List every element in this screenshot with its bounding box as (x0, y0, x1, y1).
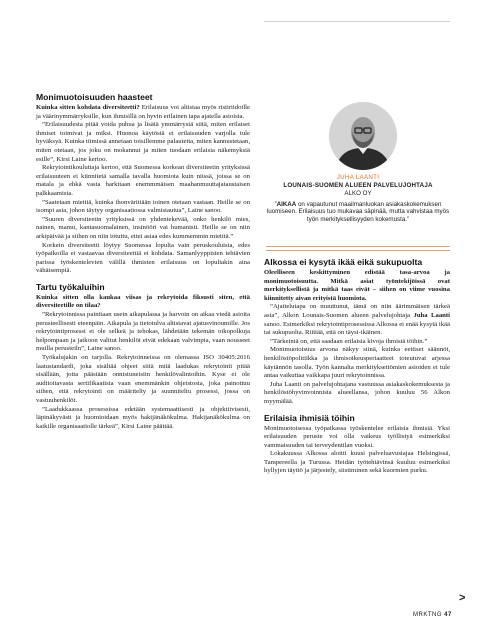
lead-paragraph: Kuinka sitten olla kaukaa viisas ja rekrytoida fiksusti siten, että diversiteetille on tilaa? (36, 293, 250, 310)
continue-arrow-icon: > (459, 592, 466, 604)
quote-text (266, 201, 450, 223)
quote-open-mark: ” (274, 201, 277, 208)
section-heading: Alkossa ei kysytä ikää eikä sukupuolta (264, 257, 423, 267)
paragraph: ”Laadukkaassa prosessissa edetään systemaattisesti ja objektiivisesti, läpinäkyvästi ja huomioidaan myös hakijänäkökulma. Hakijanäkökulma on kaikille organisaatiolle tärkeä”, Kirsi Laine päättää. (36, 405, 250, 430)
paragraph-text: ”Ajattelutapa on muuttunut, tämä on niin äärimmäisen tärkeä asia”, Alkon Lounais-Suomen alueen palvelujohtaja (264, 303, 450, 319)
paragraph: ”Suuren diversiteetin yrityksissä on yhdentekevää, onko henkilö mies, nainen, mamu, kantasuomalainen, insinööri vai humanisti. Heille se on niin arkipäivää ja siihen on niin totuttu, ettei asiaa edes kummemmin mietitä.” (36, 215, 250, 240)
paragraph: Monimuotoisuus arvona näkyy siinä, kuinka eettiset säännöt, henkilöstöpolitiikka ja ihmisoikeusperiaatteet toteutuvat arjessa käytännön tasolla. Työn kannalta merkityksettömien asioiden ei tule antaa vaikuttaa vaikkapa juuri rekrytoinnissa. (264, 346, 450, 380)
section-heading: Erilaisia ihmisiä töihin (264, 412, 355, 423)
right-column (264, 257, 450, 476)
paragraph: Juha Laanti on palvelujohtajana vastuussa asiakaskokemuksesta ja henkilöstöhyvinvoinnista alueellansa, johon kuuluu 56 Alkon myymälää. (264, 380, 450, 405)
left-column (36, 92, 250, 431)
lead-in: Kuinka sitten kohdata diversiteetti? (36, 104, 140, 111)
quote-person-role: LOUNAIS-SUOMEN ALUEEN PALVELUJOHTAJA (283, 182, 433, 189)
paragraph: Monimuotoisessa työpaikassa työskentelee erilaisia ihmisiä. Yksi erilaisuuden peruste voi olla vaikeus työllistyä esimerkiksi vammaisuuden tai terveydentilan vuoksi. (264, 424, 450, 449)
magazine-name: MRKTNG (413, 612, 442, 618)
paragraph: Rekrytointikouluttaja kertoo, että Suomessa korkean diversiteetin yrityksissä erilaisuuteen ei kiinnitetä samalla tavalla huomiota kuin niissä, joissa se on matala ja ehkä vasta harkitaan enemmmäisen maahanmuuttajataustaisen palkkaamista. (36, 164, 250, 197)
quote-person-name: JUHA LAANTI (336, 174, 380, 181)
quote-divider (266, 246, 450, 247)
paragraph (36, 104, 250, 121)
paragraph: Korkein diversiteetti löytyy Suomessa lopulta vain peruskouluista, edes työpaikoilla ei vastaavaa diversiteettiä ei kohdata. Samanlyyppisten tehtävien parissa työskentelevien välillä ihmisten erilaisuus on lopultakin aina vähäisempiä. (36, 241, 250, 275)
quote-divider (266, 250, 450, 251)
person-name: Juha Laanti (413, 311, 450, 319)
quote-body: on vapautunut maailmanluokan asiakaskokemuksen luomiseen. Erilaisuus tuo mukavaa säpinää, mutta vahvistaa myös työn merkityksellisyyden kokemusta.” (266, 201, 450, 223)
paragraph: Lokakuussa Alkossa aloitti kuusi palveluavustajaa Helsingissä, Tampereella ja Turussa. Heidän työtehtävinsä kuuluu esimerkiksi hyllyjen täyttö ja järjestely, siistiminen sekä kuormien purku. (264, 450, 450, 475)
paragraph: ”Erilaisuudesta pitää voida puhua ja lisätä ymmärrystä siitä, miten erilaiset ihmiset toimivat ja miksi. Huonoa käytöstä ei erilaisuuden varjolla tule hyväksyä. Kuinka tiimissä annetaan toisillemme palautetta, miten kannustetaan, miten otetaan, jos joku on mokannut ja miten tuodaan erilaisia näkemyksiä esille”, Kirsi Laine kertoo. (36, 121, 250, 163)
paragraph (264, 303, 450, 337)
paragraph: ”Saatetaan miettiä, kuinka ihonvärittään toinen otetaan vastaan. Heille se on isompi asia, johon täytyy organisaatiossa valmistautua”, Laine sanoo. (36, 198, 250, 215)
page-number: 47 (444, 612, 452, 618)
paragraph: Työkalujakin on tarjolla. Rekrytoinneissa on olemassa ISO 30405:2016 laatustandardi, joka sisältää ohjeet siitä mitä laadukas rekrytointi pitää sisällään, jotta päästään onnistuneisiin henkilövalintoihin. Kyse ei ole auditoitavasta sertifikaatista vaan enemmänkin ohjeistosta, joka painottuu siihen, että rekrytointi on määritelty ja suunniteltu prosessi, jossa on vastuuhenkilöt. (36, 354, 250, 404)
portrait-photo (329, 102, 397, 170)
page-footer (413, 612, 452, 618)
section-heading: Tartu työkaluihin (36, 281, 105, 292)
paragraph-text: Erilaisuus voi altistaa myös ristiriidoille ja väärinymmärryksille, kun ihmisillä on hyvin erilainen tapa ajatella asioista. (36, 104, 250, 120)
section-hiring (264, 413, 450, 477)
pull-quote (266, 174, 450, 223)
quote-person-org: ALKO OY (344, 190, 372, 197)
lead-paragraph: Oleelliseen keskittyminen edistää tasa-arvoa ja monimuotoisuutta. Mitkä asiat työntekijöissä ovat merkityksellistä ja mitkä taas eivät – siihen on viime vuosina kiinnitetty aivan erityistä huomiota. (264, 269, 450, 302)
person-portrait-icon (329, 102, 397, 170)
paragraph-text: sanoo. Esimerkiksi rekrytointiprosessissa Alkossa ei enää kysytä ikää tai sukupuolta. Riittää, että on täysi-ikäinen. (264, 320, 450, 337)
paragraph: ”Tärkeintä on, että saadaan erilaisia kivoja ihmisiä töihin.” (270, 337, 428, 345)
paragraph: ”Rekrytoinnissa painitaan usein aikapulassa ja harvoin on aikaa viedä asioita perusteellisesti eteenpäin. Aikapula ja tietotulva altistavat ajatusvinoumille. Jos rekrytointiprosessi ei ole selkeä ja tehokas, lähdetään tekemän oikopolkuja helpompaan ja jatkoon valitut henkilöt eivät edekaan valvimpia, vaan nousseet muilla perusteiln”, Laine sanoo. (36, 311, 250, 353)
section-tools (36, 282, 250, 432)
section-heading: Monimuotoisuuden haasteet (36, 92, 153, 102)
quote-emphasis: AIKAA (276, 201, 297, 208)
top-rule (264, 21, 450, 22)
